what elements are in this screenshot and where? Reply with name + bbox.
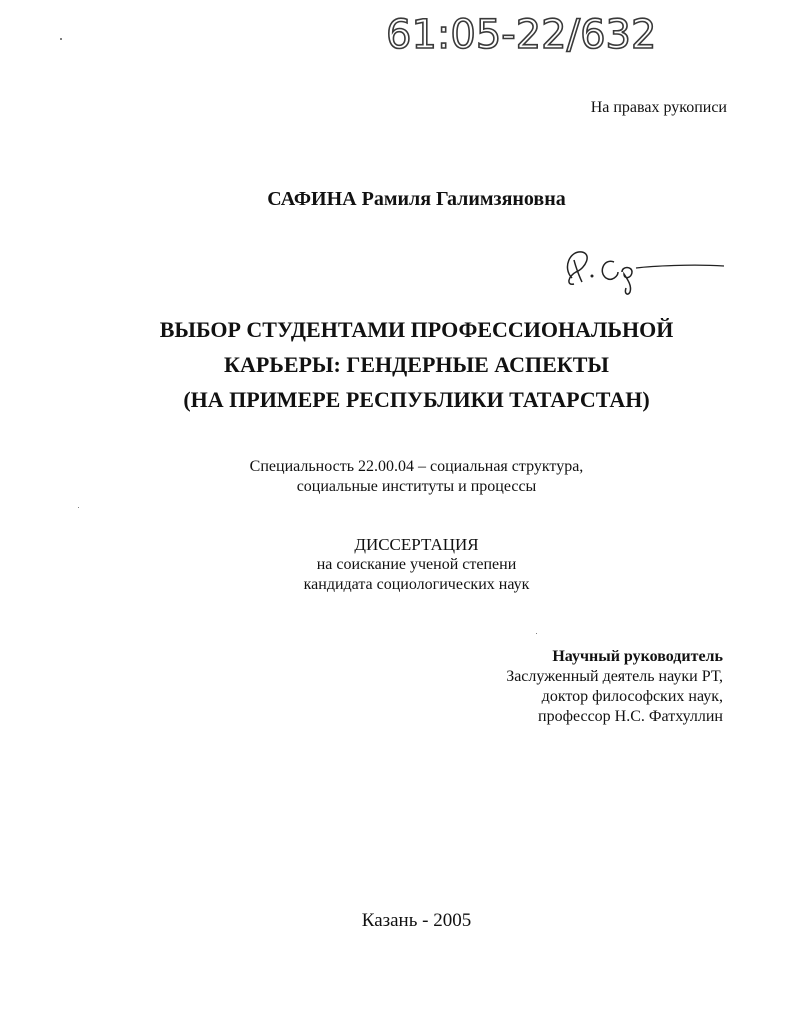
city-year: Казань - 2005 (361, 910, 472, 931)
dissertation-title (0, 312, 793, 417)
title-line-1: ВЫБОР СТУДЕНТАМИ ПРОФЕССИОНАЛЬНОЙ (159, 317, 674, 342)
specialty-block (0, 457, 793, 497)
scan-speck (536, 633, 537, 634)
dissertation-block (0, 535, 793, 595)
author-name: САФИНА Рамиля Галимзяновна (267, 188, 566, 210)
specialty-line-1: Специальность 22.00.04 – социальная структура, (249, 458, 584, 475)
degree-line-2: кандидата социологических наук (303, 576, 530, 593)
advisor-line-1: Заслуженный деятель науки РТ, (506, 668, 723, 685)
handwritten-code-text: 61:05-22/632 (386, 12, 657, 58)
specialty-line-2: социальные институты и процессы (296, 478, 537, 495)
scan-speck (60, 38, 62, 40)
handwritten-archive-code (380, 2, 700, 62)
advisor-line-3: профессор Н.С. Фатхуллин (538, 708, 723, 725)
dissertation-heading: ДИССЕРТАЦИЯ (354, 535, 479, 554)
rights-notice: На правах рукописи (590, 99, 727, 116)
title-line-3: (НА ПРИМЕРЕ РЕСПУБЛИКИ ТАТАРСТАН) (183, 387, 650, 412)
title-line-2: КАРЬЕРЫ: ГЕНДЕРНЫЕ АСПЕКТЫ (224, 352, 609, 377)
advisor-line-2: доктор философских наук, (541, 688, 723, 705)
degree-line-1: на соискание ученой степени (316, 556, 517, 573)
scan-speck (78, 507, 79, 508)
advisor-block (506, 647, 723, 727)
signature (552, 238, 732, 298)
handwritten-code-drawing (380, 2, 700, 62)
signature-drawing (552, 238, 732, 298)
advisor-heading: Научный руководитель (552, 648, 723, 665)
